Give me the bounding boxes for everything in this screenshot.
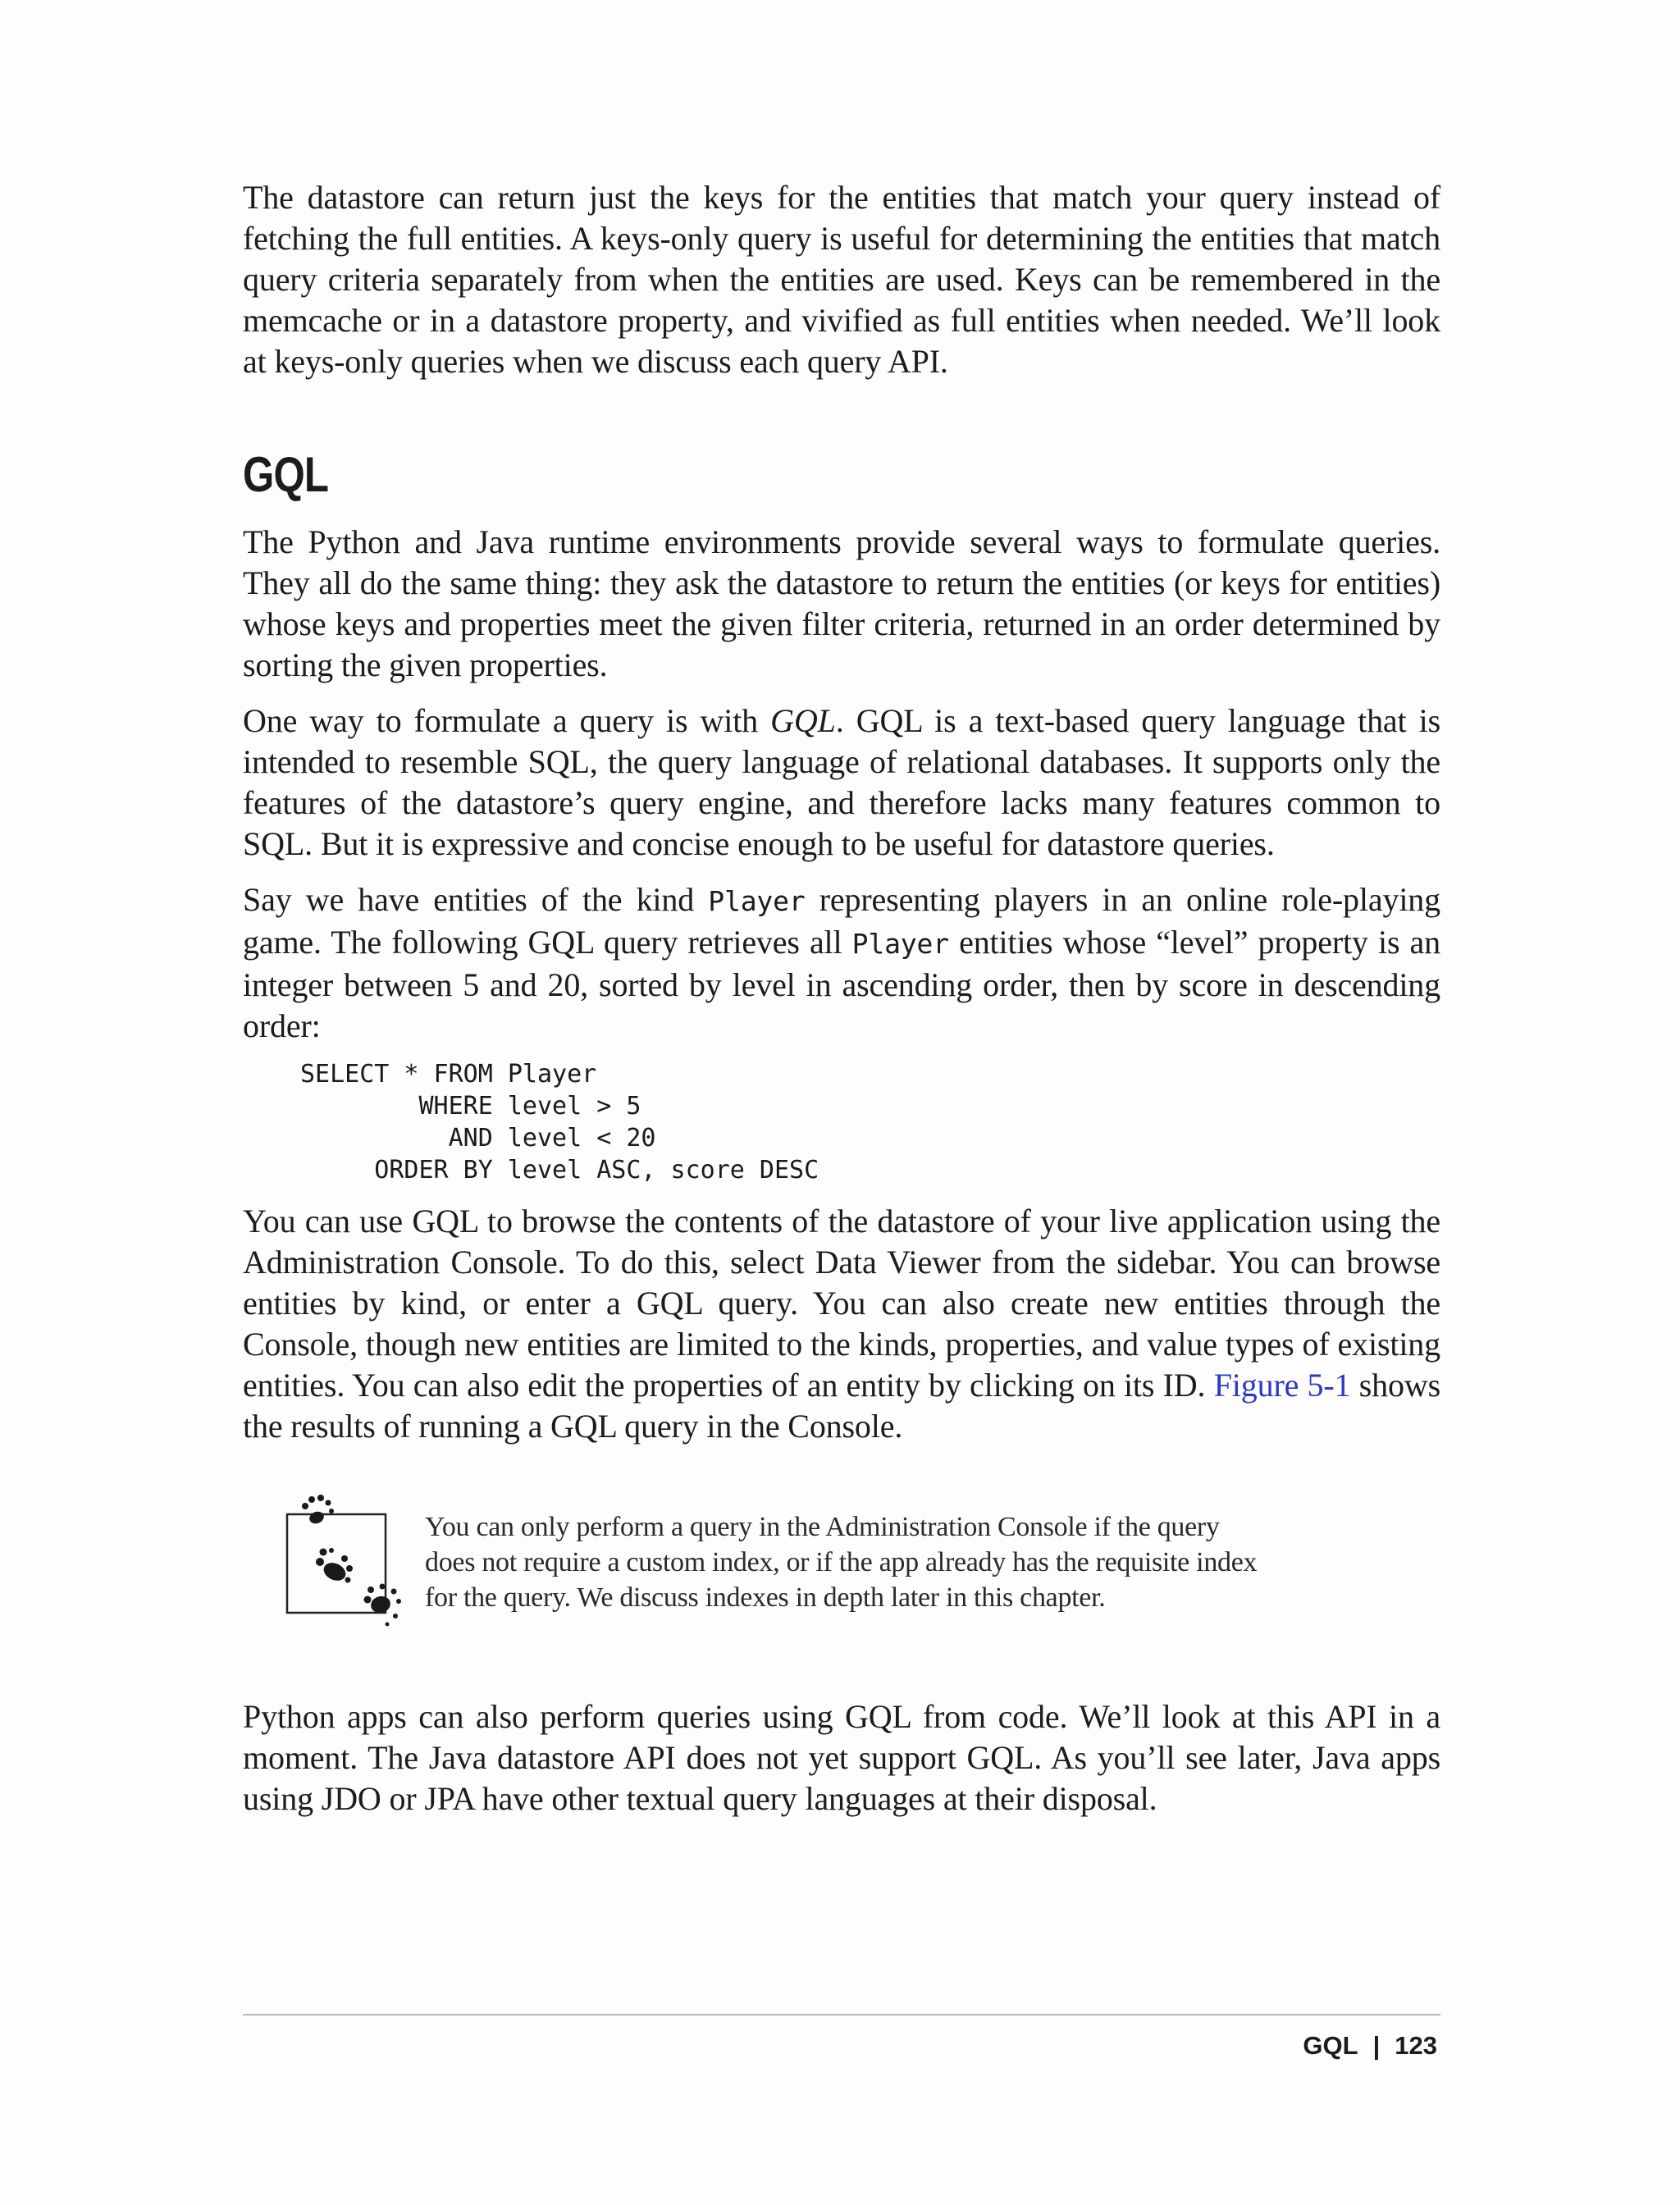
inline-code-player: Player bbox=[851, 928, 949, 960]
text-run: Say we have entities of the kind bbox=[243, 881, 709, 918]
inline-code-player: Player bbox=[708, 885, 806, 917]
footer-separator: | bbox=[1372, 2031, 1381, 2060]
emphasis-gql: GQL bbox=[770, 702, 836, 739]
tip-note-text: You can only perform a query in the Administration Console if the query does not require a custom index, or if the app already has the requisite index for the query. We discuss indexes in depth later in this chapter. bbox=[425, 1512, 1258, 1613]
footer-page-number: 123 bbox=[1395, 2031, 1437, 2060]
page-footer bbox=[1303, 2029, 1437, 2062]
paragraph-admin-console bbox=[243, 1201, 1440, 1447]
paragraph-gql-intro bbox=[243, 701, 1440, 865]
footer-section-title: GQL bbox=[1303, 2031, 1358, 2060]
paragraph-player-example bbox=[243, 879, 1440, 1047]
section-heading-gql: GQL bbox=[243, 447, 329, 502]
paragraph-python-apps: Python apps can also perform queries using GQL from code. We’ll look at this API in a moment. The Java datastore API does not yet support GQL. As you’ll see later, Java apps using JDO or JPA have other textual query languages at their disposal. bbox=[243, 1698, 1440, 1817]
text-run: shows the results of running a GQL query in the Console. bbox=[243, 1367, 1440, 1445]
code-block-gql-query: SELECT * FROM Player WHERE level > 5 AND level < 20 ORDER BY level ASC, score DESC bbox=[300, 1060, 819, 1185]
text-run: representing players in an online role-playing game. The following GQL query retrieves all bbox=[243, 881, 1440, 961]
text-run: One way to formulate a query is with bbox=[243, 702, 771, 739]
tip-note bbox=[243, 1498, 1440, 1646]
raccoon-tracks-tip-icon bbox=[284, 1491, 415, 1639]
figure-link[interactable]: Figure 5-1 bbox=[1213, 1367, 1351, 1404]
paragraph-query-ways: The Python and Java runtime environments provide several ways to formulate queries. They all do the same thing: they ask the datastore to return the entities (or keys for entities) whose keys and properties meet the given filter criteria, returned in an order determined by sorting the given properties. bbox=[243, 523, 1440, 683]
paragraph-keys-only: The datastore can return just the keys for the entities that match your query instead of fetching the full entities. A keys-only query is useful for determining the entities that match query criteria separately from when the entities are used. Keys can be remembered in the memcache or in a datastore property, and vivified as full entities when needed. We’ll look at keys-only queries when we discuss each query API. bbox=[243, 179, 1440, 380]
footer-divider bbox=[243, 2014, 1440, 2016]
text-run: You can use GQL to browse the contents of the datastore of your live application using the Administration Console. To do this, select Data Viewer from the sidebar. You can browse entities by kind, or enter a GQL query. You can also create new entities through the Console, though new entities are limited to the kinds, properties, and value types of existing entities. You can also edit the properties of an entity by clicking on its ID. bbox=[243, 1203, 1440, 1404]
text-run: . GQL is a text-based query language that is intended to resemble SQL, the query language of relational databases. It supports only the features of the datastore’s query engine, and therefore lacks many features common to SQL. But it is expressive and concise enough to be useful for datastore queries. bbox=[243, 702, 1440, 862]
page-body bbox=[243, 177, 1440, 1819]
text-run: entities whose “level” property is an integer between 5 and 20, sorted by level in ascending order, then by score in descending order: bbox=[243, 924, 1440, 1044]
